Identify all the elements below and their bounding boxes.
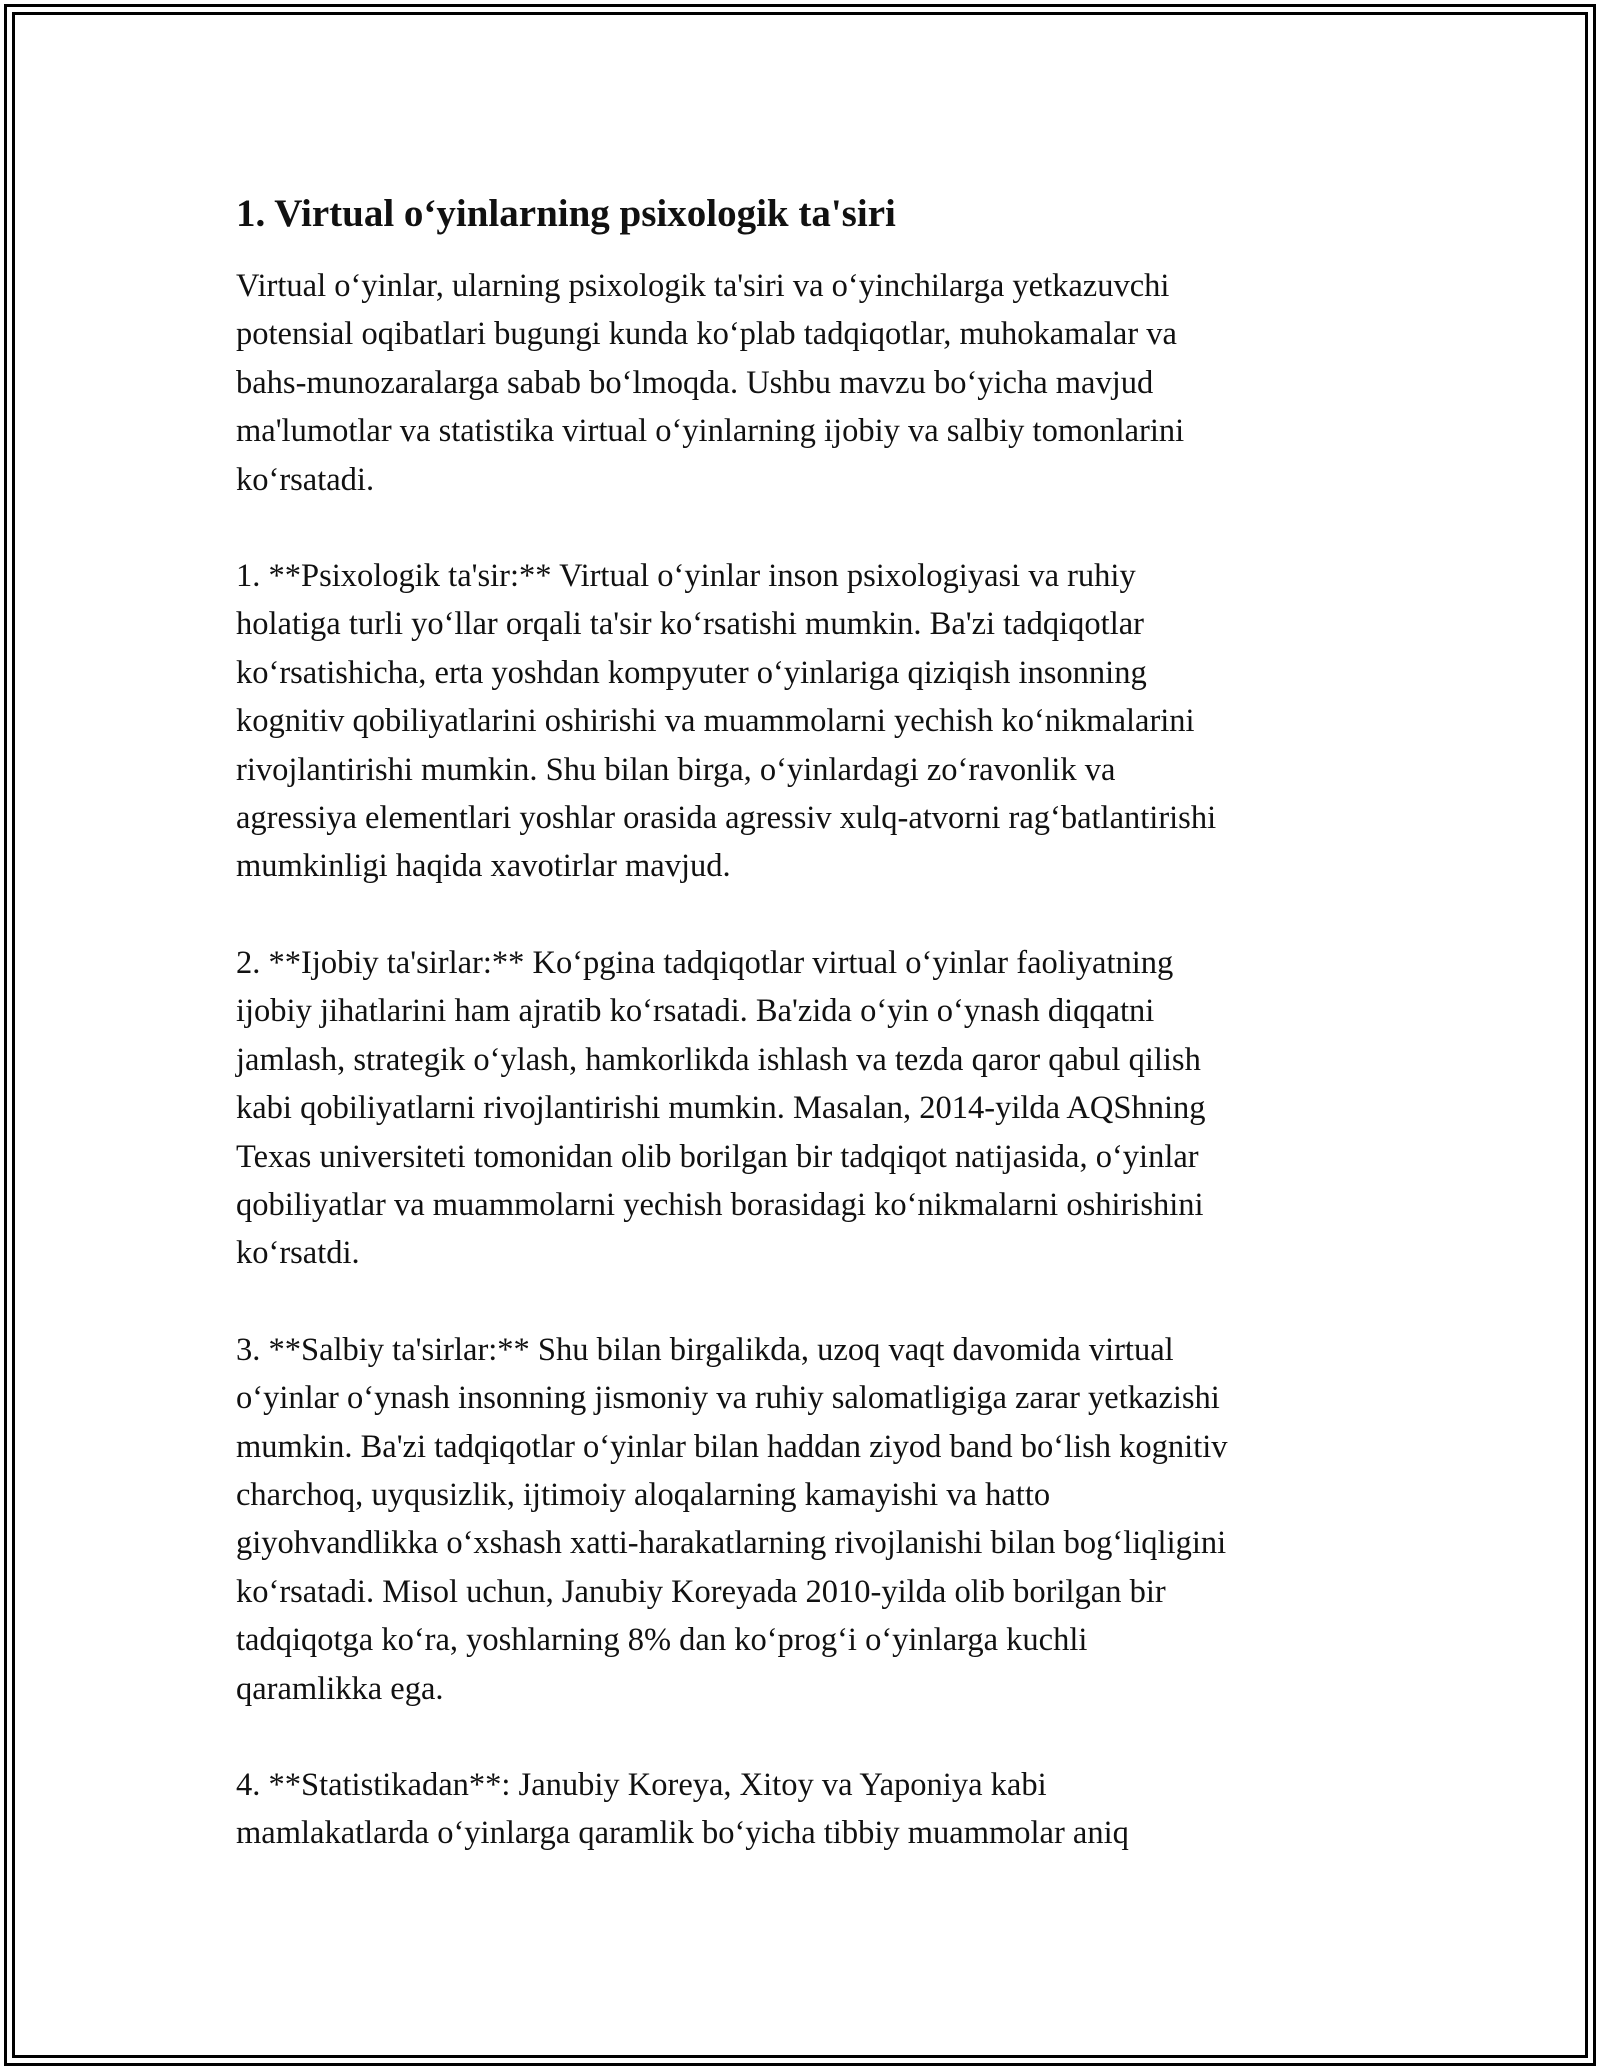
text-line: jamlash, strategik o‘ylash, hamkorlikda ishlash va tezda qaror qabul qilish (236, 1041, 1201, 1078)
text-line: kognitiv qobiliyatlarini oshirishi va muammolarni yechish ko‘nikmalarini (236, 703, 1195, 740)
paragraph-intro (236, 262, 1366, 504)
text-line: qaramlikka ega. (236, 1670, 444, 1707)
text-line: o‘yinlar o‘ynash insonning jismoniy va ruhiy salomatligiga zarar yetkazishi (236, 1380, 1220, 1417)
paragraph-psychological-impact (236, 552, 1366, 891)
paragraph-positive-effects (236, 939, 1366, 1278)
paragraph-statistics (236, 1761, 1366, 1858)
text-line: ma'lumotlar va statistika virtual o‘yinlarning ijobiy va salbiy tomonlarini (236, 413, 1185, 450)
text-line: potensial oqibatlari bugungi kunda ko‘plab tadqiqotlar, muhokamalar va (236, 316, 1177, 353)
text-line: 1. **Psixologik ta'sir:** Virtual o‘yinlar inson psixologiyasi va ruhiy (236, 558, 1136, 595)
text-line: ko‘rsatishicha, erta yoshdan kompyuter o‘yinlariga qiziqish insonning (236, 654, 1147, 691)
text-line: ko‘rsatadi. (236, 461, 375, 498)
document-body (236, 184, 1366, 1906)
text-line: 3. **Salbiy ta'sirlar:** Shu bilan birgalikda, uzoq vaqt davomida virtual (236, 1331, 1174, 1368)
text-line: Texas universiteti tomonidan olib borilgan bir tadqiqot natijasida, o‘yinlar (236, 1138, 1199, 1175)
text-line: qobiliyatlar va muammolarni yechish borasidagi ko‘nikmalarni oshirishini (236, 1186, 1204, 1223)
text-line: ko‘rsatdi. (236, 1235, 360, 1272)
text-line: agressiya elementlari yoshlar orasida agressiv xulq-atvorni rag‘batlantirishi (236, 800, 1217, 837)
text-line: mumkinligi haqida xavotirlar mavjud. (236, 848, 731, 885)
text-line: mumkin. Ba'zi tadqiqotlar o‘yinlar bilan haddan ziyod band bo‘lish kognitiv (236, 1428, 1228, 1465)
paragraph-negative-effects (236, 1326, 1366, 1713)
text-line: kabi qobiliyatlarni rivojlantirishi mumkin. Masalan, 2014-yilda AQShning (236, 1090, 1206, 1127)
text-line: ijobiy jihatlarini ham ajratib ko‘rsatadi. Ba'zida o‘yin o‘ynash diqqatni (236, 993, 1155, 1030)
text-line: tadqiqotga ko‘ra, yoshlarning 8% dan ko‘prog‘i o‘yinlarga kuchli (236, 1622, 1088, 1659)
text-line: bahs-munozaralarga sabab bo‘lmoqda. Ushbu mavzu bo‘yicha mavjud (236, 364, 1154, 401)
text-line: ko‘rsatadi. Misol uchun, Janubiy Koreyada 2010-yilda olib borilgan bir (236, 1573, 1166, 1610)
page-title: 1. Virtual o‘yinlarning psixologik ta'siri (236, 192, 896, 235)
text-line: 4. **Statistikadan**: Janubiy Koreya, Xitoy va Yaponiya kabi (236, 1766, 1047, 1803)
text-line: holatiga turli yo‘llar orqali ta'sir ko‘rsatishi mumkin. Ba'zi tadqiqotlar (236, 606, 1144, 643)
text-line: giyohvandlikka o‘xshash xatti-harakatlarning rivojlanishi bilan bog‘liqligini (236, 1525, 1227, 1562)
text-line: mamlakatlarda o‘yinlarga qaramlik bo‘yicha tibbiy muammolar aniq (236, 1815, 1129, 1852)
text-line: 2. **Ijobiy ta'sirlar:** Ko‘pgina tadqiqotlar virtual o‘yinlar faoliyatning (236, 944, 1174, 981)
text-line: Virtual o‘yinlar, ularning psixologik ta'siri va o‘yinchilarga yetkazuvchi (236, 268, 1170, 304)
text-line: rivojlantirishi mumkin. Shu bilan birga, o‘yinlardagi zo‘ravonlik va (236, 751, 1116, 788)
text-line: charchoq, uyqusizlik, ijtimoiy aloqalarning kamayishi va hatto (236, 1476, 1051, 1513)
